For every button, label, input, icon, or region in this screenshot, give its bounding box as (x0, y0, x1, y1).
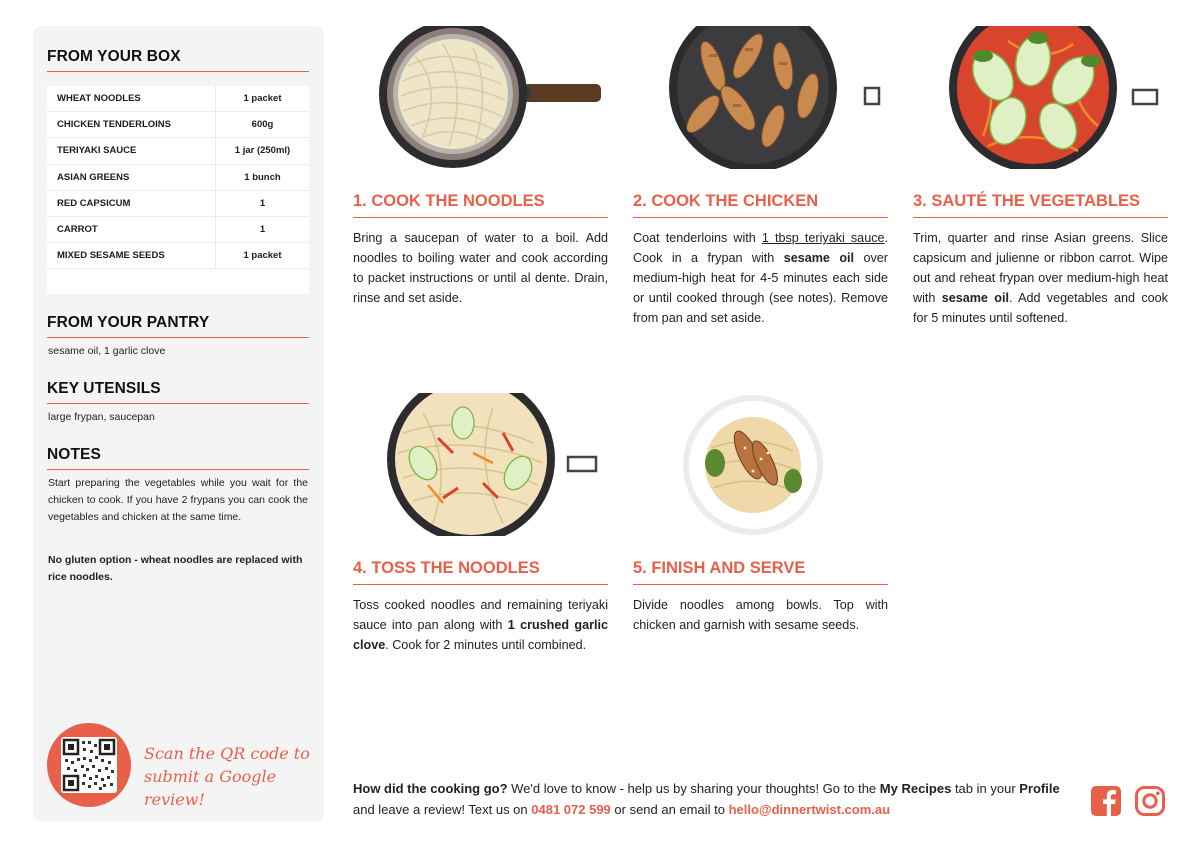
qr-badge (47, 723, 131, 807)
step-3-photo-vegetables (913, 26, 1168, 169)
ingredient-name: RED CAPSICUM (57, 197, 131, 209)
ingredient-name: MIXED SESAME SEEDS (57, 250, 165, 262)
qr-promo-text: Scan the QR code to submit a Google review! (144, 744, 310, 809)
step-5-body (633, 595, 888, 635)
step-2-text-run: . Cook in a frypan with (633, 231, 888, 265)
footer-text-run[interactable]: 0481 072 599 (531, 802, 611, 817)
notes-text: Start preparing the vegetables while you wait for the chicken to cook. If you have 2 frypans you can cook the vegetables and chicken at the same time. (48, 477, 308, 523)
step-5-text-run: Divide noodles among bowls. Top with chicken and garnish with sesame seeds. (633, 598, 888, 632)
step-2-text-run: 1 tbsp teriyaki sauce (761, 231, 885, 245)
ingredient-name: ASIAN GREENS (57, 171, 130, 183)
gluten-note: No gluten option - wheat noodles are replaced with rice noodles. (48, 554, 303, 583)
step-1 (353, 26, 608, 326)
step-5 (633, 393, 888, 643)
step-2-body (633, 228, 888, 328)
qr-code-icon[interactable] (61, 737, 117, 793)
step-4-text-run: Toss cooked noodles and remaining teriyaki sauce into pan along with (353, 598, 608, 632)
ingredient-qty: 1 (215, 191, 309, 216)
step-2 (633, 26, 888, 326)
table-row (47, 112, 309, 138)
feedback-footer (353, 778, 1073, 820)
step-4-text-run: . Cook for 2 minutes until combined. (385, 638, 587, 652)
ingredient-qty: 1 packet (215, 243, 309, 268)
step-5-title: 5. FINISH AND SERVE (633, 559, 888, 585)
pantry-text: sesame oil, 1 garlic clove (48, 345, 166, 357)
from-your-box-heading: FROM YOUR BOX (47, 48, 309, 72)
step-3-text-run: Trim, quarter and rinse Asian greens. Slice capsicum and julienne or ribbon carrot. Wipe out and reheat frypan over medium-high heat with (913, 231, 1168, 305)
ingredient-qty: 1 jar (250ml) (215, 138, 309, 163)
footer-text-run[interactable]: hello@dinnertwist.com.au (728, 802, 891, 817)
footer-text-run: How did the cooking go? (353, 781, 508, 796)
table-row (47, 243, 309, 269)
step-5-photo-serve (633, 393, 888, 536)
step-4-body (353, 595, 608, 655)
step-3 (913, 26, 1168, 326)
ingredient-name: CARROT (57, 224, 98, 236)
table-row (47, 138, 309, 164)
footer-text-run: and leave a review! Text us on (353, 802, 532, 817)
utensils-text: large frypan, saucepan (48, 411, 155, 423)
step-2-photo-chicken (633, 26, 888, 169)
facebook-icon[interactable] (1090, 785, 1122, 817)
step-4 (353, 393, 608, 683)
step-1-photo-noodles (353, 26, 608, 169)
ingredient-qty: 1 bunch (215, 165, 309, 190)
table-row (47, 191, 309, 217)
step-3-title: 3. SAUTÉ THE VEGETABLES (913, 192, 1168, 218)
ingredient-name: TERIYAKI SAUCE (57, 145, 137, 157)
notes-heading: NOTES (47, 446, 309, 470)
table-row (47, 86, 309, 112)
table-row (47, 165, 309, 191)
ingredient-qty: 600g (215, 112, 309, 137)
instagram-icon[interactable] (1134, 785, 1166, 817)
step-3-body (913, 228, 1168, 328)
footer-text-run: Profile (1019, 781, 1060, 796)
box-ingredients-table (47, 86, 309, 294)
ingredients-sidebar (33, 26, 324, 821)
ingredient-qty: 1 packet (215, 86, 309, 111)
footer-text-run: or send an email to (610, 802, 729, 817)
table-row (47, 217, 309, 243)
step-2-title: 2. COOK THE CHICKEN (633, 192, 888, 218)
footer-text-run: tab in your (951, 781, 1020, 796)
step-2-text-run: sesame oil (783, 251, 855, 265)
ingredient-name: WHEAT NOODLES (57, 93, 141, 105)
step-3-text-run: sesame oil (941, 291, 1009, 305)
step-1-text-run: Bring a saucepan of water to a boil. Add noodles to boiling water and cook according to packet instructions or until al dente. Drain, rinse and set aside. (353, 231, 608, 305)
step-4-photo-toss-noodles (353, 393, 608, 536)
step-1-title: 1. COOK THE NOODLES (353, 192, 608, 218)
step-2-text-run: Coat tenderloins with (633, 231, 762, 245)
step-4-title: 4. TOSS THE NOODLES (353, 559, 608, 585)
step-1-body (353, 228, 608, 308)
footer-text-run: We'd love to know - help us by sharing your thoughts! Go to the (507, 781, 880, 796)
step-4-text-run: 1 crushed garlic clove (353, 618, 608, 652)
key-utensils-heading: KEY UTENSILS (47, 380, 309, 404)
step-3-text-run: . Add vegetables and cook for 5 minutes until softened. (913, 291, 1168, 325)
footer-text-run: My Recipes (879, 781, 952, 796)
ingredient-qty: 1 (215, 217, 309, 242)
ingredient-name: CHICKEN TENDERLOINS (57, 119, 172, 131)
from-your-pantry-heading: FROM YOUR PANTRY (47, 314, 309, 338)
step-2-text-run: over medium-high heat for 4-5 minutes each side or until cooked through (see notes). Remove from pan and set aside. (633, 251, 888, 325)
